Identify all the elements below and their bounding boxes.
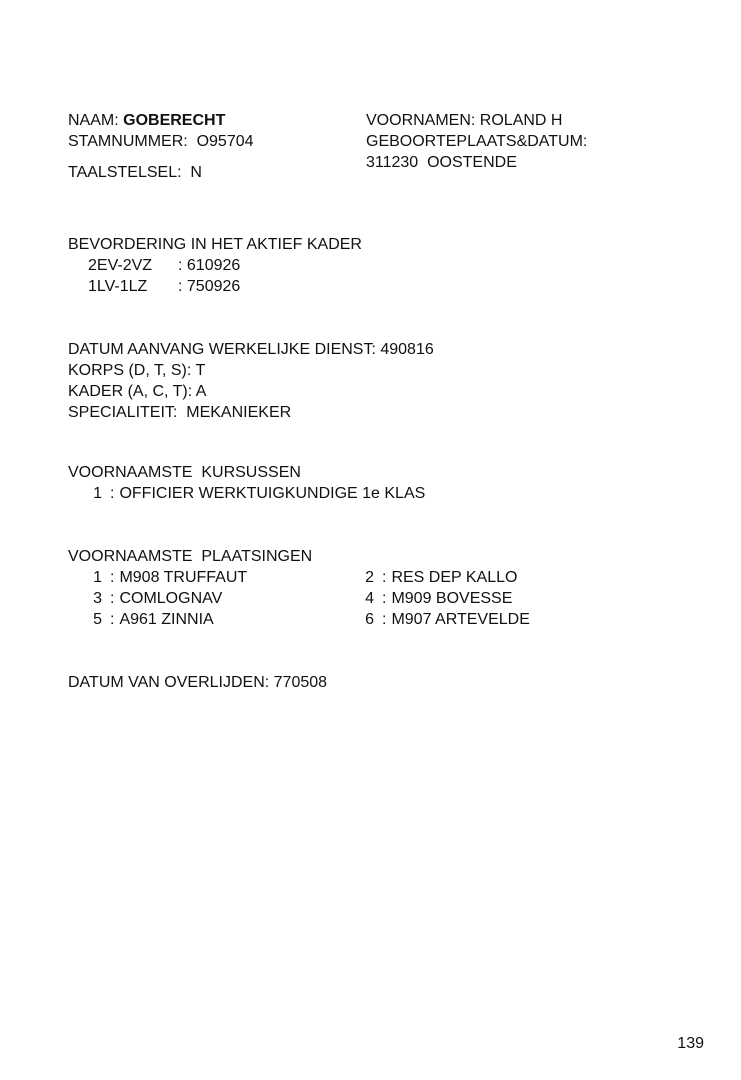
page-number: 139	[677, 1035, 704, 1052]
list-separator: :	[382, 569, 387, 586]
identity-right	[366, 110, 587, 173]
geboorte-label: GEBOORTEPLAATS&DATUM:	[366, 133, 588, 150]
plaatsing-item	[68, 567, 247, 588]
kursus-num: 1	[93, 485, 102, 502]
overlijden-line: DATUM VAN OVERLIJDEN: 770508	[68, 674, 328, 691]
naam-line	[68, 110, 254, 131]
plaatsing-item	[68, 609, 247, 630]
identity-left	[68, 110, 254, 183]
kursus-item	[68, 483, 425, 504]
plaatsing-text: A961 ZINNIA	[119, 611, 214, 628]
plaatsing-num: 1	[93, 569, 102, 586]
plaatsing-num: 5	[93, 611, 102, 628]
kader-line: KADER (A, C, T): A	[68, 383, 207, 400]
plaatsing-text: M908 TRUFFAUT	[119, 569, 248, 586]
plaatsing-text: RES DEP KALLO	[391, 569, 518, 586]
kursussen-title: VOORNAAMSTE KURSUSSEN	[68, 464, 301, 481]
plaatsing-num: 4	[365, 590, 374, 607]
overlijden-section	[68, 672, 327, 693]
list-separator: :	[110, 590, 115, 607]
plaatsing-text: M907 ARTEVELDE	[391, 611, 530, 628]
plaatsing-num: 3	[93, 590, 102, 607]
kursus-text: OFFICIER WERKTUIGKUNDIGE 1e KLAS	[119, 485, 426, 502]
voornamen-line: VOORNAMEN: ROLAND H	[366, 112, 563, 129]
list-separator: :	[110, 611, 115, 628]
plaatsingen-left-col	[68, 567, 247, 630]
plaatsing-item	[360, 567, 530, 588]
aanvang-line: DATUM AANVANG WERKELIJKE DIENST: 490816	[68, 341, 434, 358]
list-separator: :	[110, 569, 115, 586]
bevordering-date: : 750926	[178, 278, 241, 295]
plaatsingen-title: VOORNAAMSTE PLAATSINGEN	[68, 548, 313, 565]
bevordering-section	[68, 234, 362, 297]
bevordering-row	[68, 276, 362, 297]
naam-value: GOBERECHT	[123, 112, 226, 129]
naam-label: NAAM:	[68, 112, 119, 129]
plaatsing-item	[360, 609, 530, 630]
plaatsing-text: M909 BOVESSE	[391, 590, 513, 607]
plaatsingen-grid	[68, 567, 628, 630]
specialiteit-line: SPECIALITEIT: MEKANIEKER	[68, 404, 292, 421]
bevordering-title: BEVORDERING IN HET AKTIEF KADER	[68, 236, 362, 253]
bevordering-date: : 610926	[178, 257, 241, 274]
geboorte-value: 311230 OOSTENDE	[366, 154, 517, 171]
list-separator: :	[110, 485, 115, 502]
stamnummer-line: STAMNUMMER: O95704	[68, 133, 254, 150]
plaatsing-num: 6	[365, 611, 374, 628]
plaatsing-item	[68, 588, 247, 609]
list-separator: :	[382, 590, 387, 607]
bevordering-row	[68, 255, 362, 276]
bevordering-rank: 1LV-1LZ	[88, 278, 148, 295]
list-separator: :	[382, 611, 387, 628]
taalstelsel-line: TAALSTELSEL: N	[68, 164, 202, 181]
plaatsing-text: COMLOGNAV	[119, 590, 223, 607]
plaatsing-item	[360, 588, 530, 609]
plaatsing-num: 2	[365, 569, 374, 586]
plaatsingen-right-col	[360, 567, 530, 630]
dienst-section	[68, 339, 434, 423]
kursussen-section	[68, 462, 425, 504]
bevordering-rank: 2EV-2VZ	[88, 257, 153, 274]
korps-line: KORPS (D, T, S): T	[68, 362, 206, 379]
plaatsingen-section	[68, 546, 628, 630]
